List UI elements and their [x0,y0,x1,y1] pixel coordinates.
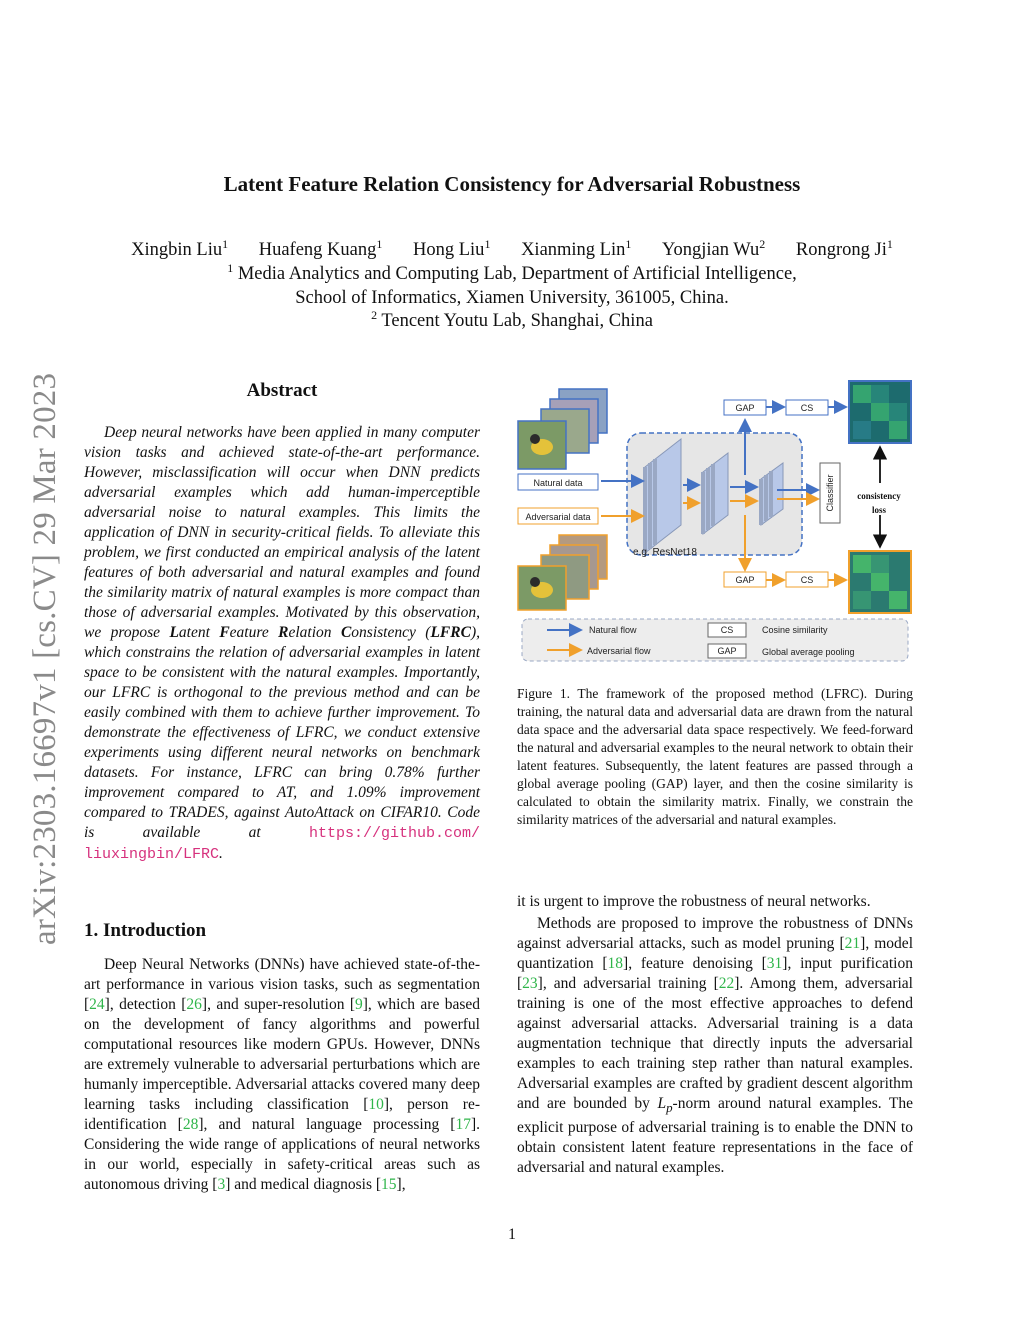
page-number: 1 [508,1226,516,1243]
author-name: Hong Liu [413,240,485,260]
citation-link[interactable]: 26 [186,996,202,1013]
math-subscript: p [666,1100,673,1116]
paragraph-text: ], model quantization [ [517,935,913,972]
consistency-label: consistency [857,491,901,501]
abstract-text: eature [229,624,279,641]
author-name: Rongrong Ji [795,240,887,260]
affiliation-2 [0,308,1024,332]
abstract-body [84,423,480,865]
right-column-paragraph [517,914,913,1178]
paragraph-text: ], feature denoising [ [623,955,767,972]
citation-link[interactable]: 24 [89,996,105,1013]
gap-label: GAP [735,575,755,585]
paragraph-text: ]. Among them, adversarial training is one of the most effective approaches to defend against adversarial attacks. Adversarial training is a data augmentation technique that directly inputs the adversarial examples to each training step rather than natural examples. Adversarial examples are crafted by gradient descent algorithm and are bounded by [517,975,913,1112]
arxiv-identifier-stamp: arXiv:2303.16697v1 [cs.CV] 29 Mar 2023 [27,372,63,945]
lp-norm-symbol [657,1095,673,1116]
affiliation-text: Media Analytics and Computing Lab, Department of Artificial Intelligence, [237,264,797,284]
citation-link[interactable]: 21 [844,935,861,952]
author-affiliation-mark: 1 [886,237,893,251]
abstract-text: ), which constrains the relation of adversarial examples in latent space to be consistent with the natural examples. Importantly, our LFRC is orthogonal to the previous method and can be easily combined with them to achieve further improvement. To demonstrate the effectiveness of LFRC, we conduct extensive experiments using different neural networks on benchmark datasets. For instance, LFRC can bring 0.78% further improvement compared to AT, and 1.09% improvement compared to TRADES, against AutoAttack on CIFAR10. Code is available at [84,624,480,841]
lfrc-initial: L [169,624,179,641]
backbone-label: e.g. ResNet18 [633,547,697,558]
paragraph-text: ], which are based on the development of fancy algorithms and powerful computational resources like modern GPUs. However, DNNs are extremely vulnerable to adversarial perturbations which are humanly imperceptible. Adversarial attacks covered many deep learning tasks including classification [ [84,996,480,1113]
affiliation-1-line-2: School of Informatics, Xiamen University, 361005, China. [295,288,729,308]
legend-cs-description: Cosine similarity [762,625,828,635]
abstract-text: onsistency ( [351,624,431,641]
author [258,237,383,260]
lfrc-initial: R [278,624,289,641]
citation-link[interactable]: 9 [355,996,363,1013]
paragraph-text: ]. Considering the wide range of applications of neural networks in our world, especially in safety-critical areas such as autonomous driving [ [84,1116,480,1193]
natural-data-label: Natural data [533,478,583,488]
citation-link[interactable]: 18 [607,955,624,972]
paragraph-text: ], [396,1176,406,1193]
cs-label: CS [800,403,814,413]
paragraph-text: ], and adversarial training [ [537,975,719,992]
author-name: Xingbin Liu [131,240,223,260]
lfrc-initial: F [219,624,230,641]
citation-link[interactable]: 3 [217,1176,226,1193]
paragraph-text: Deep Neural Networks (DNNs) have achieved state-of-the-art performance in various vision tasks, such as segmentation [ [84,956,480,1013]
figure-caption: Figure 1. The framework of the proposed method (LFRC). During training, the natural data and adversarial data are drawn from the natural data space and the adversarial data space respectively. We feed-forward the natural and adversarial examples to the neural network to obtain their latent features. Subsequently, the latent features are passed through a global average pooling (GAP) layer, and then the cosine similarity is calculated to obtain the similarity matrix. Finally, we constrain the similarity matrices of the adversarial and natural examples. [517,686,913,827]
author [795,237,893,260]
lfrc-initial: C [340,624,352,641]
author [662,237,766,260]
abstract-heading: Abstract [246,380,318,401]
author-list [0,237,1024,261]
intro-paragraph [84,955,480,1195]
author [131,237,229,260]
citation-link[interactable]: 23 [522,975,538,992]
adversarial-data-label: Adversarial data [525,512,591,522]
lfrc-abbreviation: LFRC [430,624,471,641]
author-name: Yongjian Wu [662,240,760,260]
author-affiliation-mark: 1 [222,237,229,251]
citation-link[interactable]: 17 [455,1116,471,1133]
legend-natural-flow-label: Natural flow [589,625,637,635]
natural-image-stack [518,389,607,469]
author-affiliation-mark: 2 [759,237,766,251]
abstract-text: . [219,845,223,862]
author [413,237,491,260]
math-symbol: L [657,1095,667,1112]
section-heading-introduction: 1. Introduction [84,920,207,941]
legend-adversarial-flow-label: Adversarial flow [587,646,651,656]
affiliation-mark: 1 [227,261,234,275]
abstract-text: Deep neural networks have been applied in many computer vision tasks and achieved state-of-the-art performance. However, misclassification will occur when DNN predicts adversarial examples which add human-imperceptible adversarial noise to natural examples. This limits the application of DNN in security-critical fields. To alleviate this problem, we first conducted an empirical analysis of the latent features of both adversarial and natural examples and found the similarity matrix of natural examples is more compact than those of adversarial examples. Motivated by this observation, we propose [84,424,480,641]
right-column-paragraph-continued: it is urgent to improve the robustness of neural networks. [517,893,871,910]
framework-figure [515,375,915,665]
paragraph-text: ], detection [ [104,996,187,1013]
affiliation-1-line-1 [0,261,1024,285]
paragraph-text: ], input purification [ [517,955,913,992]
gap-label: GAP [735,403,755,413]
paper-title: Latent Feature Relation Consistency for Adversarial Robustness [223,172,801,196]
author [521,237,632,260]
paragraph-text: ], and super-resolution [ [201,996,356,1013]
classifier-label: Classifier [825,474,835,512]
author-name: Huafeng Kuang [258,240,377,260]
author-affiliation-mark: 1 [625,237,632,251]
author-affiliation-mark: 1 [376,237,383,251]
citation-link[interactable]: 22 [718,975,735,992]
citation-link[interactable]: 15 [381,1176,397,1193]
affiliation-text: Tencent Youtu Lab, Shanghai, China [381,311,653,331]
paragraph-text: -norm around natural examples. The explicit purpose of adversarial training is to enable the DNN to obtain consistent latent feature representations in the face of adversarial and natural examples. [517,1095,914,1177]
citation-link[interactable]: 28 [182,1116,199,1133]
adversarial-image-stack [518,535,607,610]
citation-link[interactable]: 31 [766,955,783,972]
legend-cs-label: CS [720,625,734,635]
paragraph-text: ] and medical diagnosis [ [225,1176,382,1193]
loss-label: loss [871,505,887,515]
code-url-link[interactable]: https://github.com/ liuxingbin/LFRC [84,825,480,863]
author-name: Xianming Lin [521,240,626,260]
legend-gap-description: Global average pooling [762,647,855,657]
cs-label: CS [800,575,814,585]
affiliation-mark: 2 [371,308,378,322]
paragraph-text: ], and natural language processing [ [198,1116,456,1133]
abstract-text: elation [288,624,341,641]
paragraph-text: Methods are proposed to improve the robustness of DNNs against adversarial attacks, such as model pruning [ [517,915,913,952]
author-affiliation-mark: 1 [484,237,491,251]
abstract-text: atent [178,624,220,641]
citation-link[interactable]: 10 [368,1096,384,1113]
legend-gap-label: GAP [717,646,737,656]
paragraph-text: ], person re-identification [ [84,1096,480,1133]
